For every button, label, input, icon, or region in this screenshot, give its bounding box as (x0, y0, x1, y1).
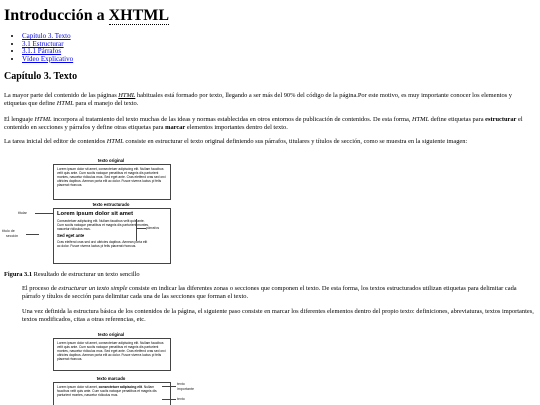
connector-bracket (136, 219, 137, 241)
structured-text-box (53, 208, 171, 264)
paragraph-3 (4, 138, 536, 146)
label-importante: importante (177, 386, 194, 391)
table-of-contents (14, 33, 73, 63)
connector-line (136, 228, 146, 229)
marked-text-body (57, 385, 157, 397)
abbr-html: HTML (118, 92, 136, 99)
original-text-box (53, 164, 171, 200)
abbr-html: HTML (412, 116, 430, 123)
figure-caption-label: Figura 3.1 (4, 271, 33, 278)
toc-link-3-1-1[interactable]: 3.1.1 Párrafos (22, 47, 62, 55)
connector-line (162, 399, 176, 400)
structured-headline: Lorem ipsum dolor sit amet (57, 210, 134, 217)
page-title (4, 6, 169, 26)
label-texto: texto (177, 382, 185, 386)
strong-text: marcar (165, 123, 186, 131)
label-titulo-seccion-1: título de (2, 229, 15, 233)
original-text-body-2: Lorem ipsum dolor sit amet, consectetuer adipiscing elit. Nullam faucibus velit quis ante. Cum sociis natoque penatibus et magnis dis parturient montes, nascetur ridiculus mus. Sed eget ante. Cras eleifend cras sed orci ultricies dapibus. Aenean porta elit ac dolor. Fusce viverra luctus pi felis placerat rhoncus. (57, 341, 166, 362)
strong-text: estructurar (485, 116, 517, 123)
figure-structured-title: texto estructurado (92, 202, 130, 207)
page-title-text: Introducción a (4, 7, 109, 24)
figure-structure-diagram (2, 152, 216, 264)
text: La tarea inicial del editor de contenidos (4, 138, 107, 145)
text: Lorem ipsum dolor sit amet, (57, 385, 99, 389)
paragraph-2 (4, 116, 536, 131)
toc-item (22, 56, 73, 64)
text: habituales está formado por texto, llegando a ser más del 90% del código de la página.Por este motivo, es muy importante conocer los elementos y etiquetas que define (4, 92, 512, 107)
marked-text-box (53, 382, 171, 405)
structured-paragraph-2: Cras eleifend cras sed orci ultricies dapibus. Aenean porta elit ac dolor. Fusce viverra luctus pi felis placerat rhoncus. (57, 239, 148, 248)
text: consiste en indicar las diferentes zonas o secciones que componen el texto. De esta forma, los textos estructurados utilizan etiquetas para delimitar cada párrafo y títulos de sección para delimitar cada una de las secciones que forman el texto. (22, 285, 517, 300)
text: . Nullam faucibus velit quis ante. Cum sociis natoque penatibus et magnis dis parturient montes, nascetur ridiculus mus. (57, 385, 157, 398)
paragraph-1 (4, 92, 536, 107)
text: La mayor parte del contenido de las páginas (4, 92, 119, 99)
abbr-html: HTML (34, 116, 52, 123)
text: elementos importantes dentro del texto. (185, 123, 288, 131)
figure2-original-title: texto original (97, 332, 125, 337)
structured-paragraph-1: Consectetuer adipiscing elit. Nullam faucibus velit quis ante. Cum sociis natoque penatibus et magnis dis parturient montes, nascetur ridiculus mus. (57, 218, 149, 231)
emphasis-text: estructurar un texto simple (58, 285, 128, 292)
strong-text: consectetuer adipiscing elit (98, 385, 143, 389)
figure-original-title: texto original (97, 158, 125, 163)
text: el contenido en secciones y párrafos y define otras etiquetas para (4, 116, 523, 131)
structured-section-title: Sed eget ante (57, 233, 85, 238)
paragraph-4 (22, 285, 536, 300)
text: incorpora al tratamiento del texto muchas de las ideas y normas establecidas en otros entornos de publicación de contenidos. De esta forma, (51, 116, 413, 123)
figure-markup-diagram (36, 331, 216, 405)
figure2-marked-title: texto marcado (96, 376, 126, 381)
figure-caption-text: Resultado de estructurar un texto sencillo (32, 271, 140, 278)
connector-line (26, 234, 39, 235)
text: consiste en estructurar el texto original definiendo sus párrafos, titulares y títulos de sección, como se muestra en la siguiente imagen: (123, 138, 468, 145)
text: para el manejo del texto. (73, 99, 139, 107)
label-parrafos: párrafos (146, 226, 160, 230)
original-text-body: Lorem ipsum dolor sit amet, consectetuer adipiscing elit. Nullam faucibus velit quis ante. Cum sociis natoque penatibus et magnis dis parturient montes, nascetur ridiculus mus. Sed eget ante. Cras eleifend cras sed orci ultricies dapibus. Aenean porta elit ac dolor. Fusce viverra luctus pi felis placerat rhoncus. (57, 167, 166, 188)
abbr-html: HTML (106, 138, 124, 145)
text: El proceso de (22, 285, 59, 292)
figure-caption (4, 271, 140, 279)
label-titulo-seccion-2: sección (6, 233, 19, 238)
connector-line (35, 213, 53, 214)
text: El lenguaje (4, 116, 35, 123)
toc-link-video[interactable]: Vídeo Explicativo (22, 54, 74, 63)
text: define etiquetas para (429, 116, 486, 123)
label-titular: titular (18, 210, 27, 215)
paragraph-5: Una vez definida la estructura básica de los contenidos de la página, el siguiente paso consiste en marcar los diferentes elementos dentro del propio texto: definiciones, abreviaturas, textos importantes, textos modificados, citas a otras referencias, etc. (22, 308, 534, 323)
toc-link-3-1[interactable]: 3.1 Estructurar (22, 39, 64, 48)
chapter-heading: Capítulo 3. Texto (4, 71, 78, 82)
toc-link-capitulo-3[interactable]: Capítulo 3. Texto (22, 32, 71, 40)
page-title-abbr: XHTML (108, 7, 170, 24)
abbr-html: HTML (56, 99, 74, 107)
original-text-box-2 (53, 338, 171, 371)
label-texto-2: texto (177, 397, 185, 401)
connector-line (162, 386, 176, 387)
